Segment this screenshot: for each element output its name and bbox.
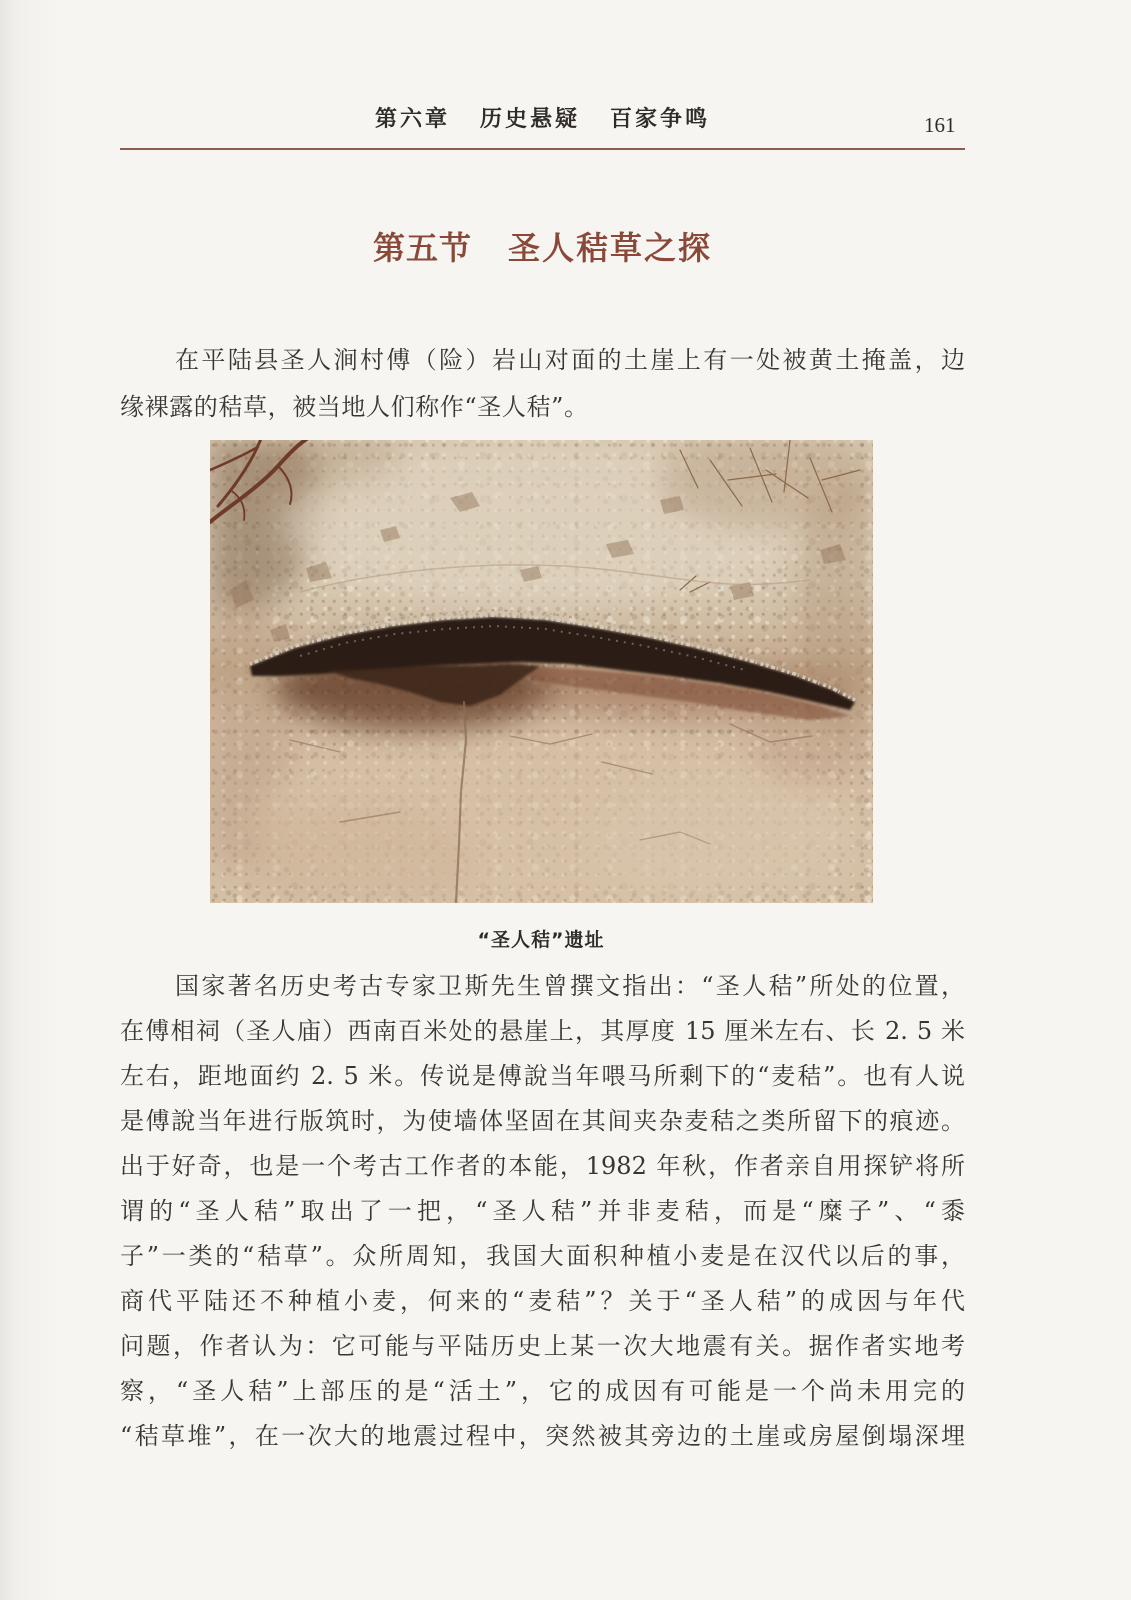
text-line: 察，“圣人秸”上部压的是“活土”，它的成因有可能是一个尚未用完的 [120,1377,965,1405]
grass-blade [680,450,698,488]
rock-surface-spots [230,492,846,642]
twig [210,440,314,522]
text-line: 出于好奇，也是一个考古工作者的本能，1982 年秋，作者亲自用探铲将所 [120,1152,965,1180]
text-line: 在平陆县圣人涧村傅（险）岩山对面的土崖上有一处被黄土掩盖，边 [175,346,965,374]
text-line: 问题，作者认为：它可能与平陆历史上某一次大地震有关。据作者实地考 [120,1332,965,1360]
header-rule [120,148,965,150]
text-line: 商代平陆还不种植小麦，何来的“麦秸”？关于“圣人秸”的成因与年代 [120,1287,965,1315]
twigs [210,440,314,522]
twig [218,440,262,506]
grass-blade [810,458,832,512]
text-line: 谓的“圣人秸”取出了一把，“圣人秸”并非麦秸，而是“糜子”、“黍 [120,1197,965,1225]
chapter-theme-1: 历史悬疑 [480,107,581,132]
rock-spot [306,562,332,582]
straw-flecks [300,626,745,670]
soil-crack [640,832,710,844]
grass-blade [710,460,742,506]
rock-spot [820,544,846,564]
text-line: 子”一类的“秸草”。众所周知，我国大面积种植小麦是在汉代以后的事， [120,1242,965,1270]
twig [210,448,256,470]
grass-blade [822,470,860,480]
section-number: 第五节 [373,229,473,267]
running-header [375,107,710,133]
text-line: 国家著名历史考古专家卫斯先生曾撰文指出：“圣人秸”所处的位置， [175,972,965,1000]
grass-blade [690,582,710,592]
figure-caption: “圣人秸”遗址 [477,929,605,951]
rock-spot [450,492,480,512]
grass-blade [766,470,808,498]
rock-spot [270,624,290,642]
chapter-label: 第六章 [375,107,451,132]
grass-blade [680,576,696,590]
text-line: 是傅說当年进行版筑时，为使墙体坚固在其间夹杂麦秸之类所留下的痕迹。 [120,1107,965,1135]
photo-detail-layer [210,440,873,903]
section-title: 圣人秸草之探 [508,229,713,267]
rock-spot [606,540,634,558]
text-line: 缘裸露的秸草，被当地人们称作“圣人秸”。 [120,393,589,421]
rock-spot [380,526,400,542]
text-line: “秸草堆”，在一次大的地震过程中，突然被其旁边的土崖或房屋倒塌深埋 [120,1422,965,1450]
section-heading [373,229,712,267]
soil-crack [290,740,340,752]
soil-crack [510,734,592,744]
dry-grass [680,440,860,592]
soil-crack [602,762,652,774]
text-line: 左右，距地面约 2. 5 米。传说是傅說当年喂马所剩下的“麦秸”。也有人说 [120,1062,965,1090]
text-line: 在傅相祠（圣人庙）西南百米处的悬崖上，其厚度 15 厘米左右、长 2. 5 米 [120,1017,965,1045]
site-photo [210,440,873,903]
vertical-crack [456,702,466,903]
straw-flecks [250,615,855,700]
soil-cracks [290,702,812,903]
rock-spot [660,496,684,514]
soil-crack [730,724,812,742]
rock-spot [230,580,254,608]
page-number: 161 [924,113,956,137]
grass-blade [728,474,776,480]
soil-crack [340,812,400,822]
twig [278,466,292,504]
straw-flecks [270,610,795,669]
chapter-theme-2: 百家争鸣 [610,107,711,132]
rock-spot [520,566,542,582]
